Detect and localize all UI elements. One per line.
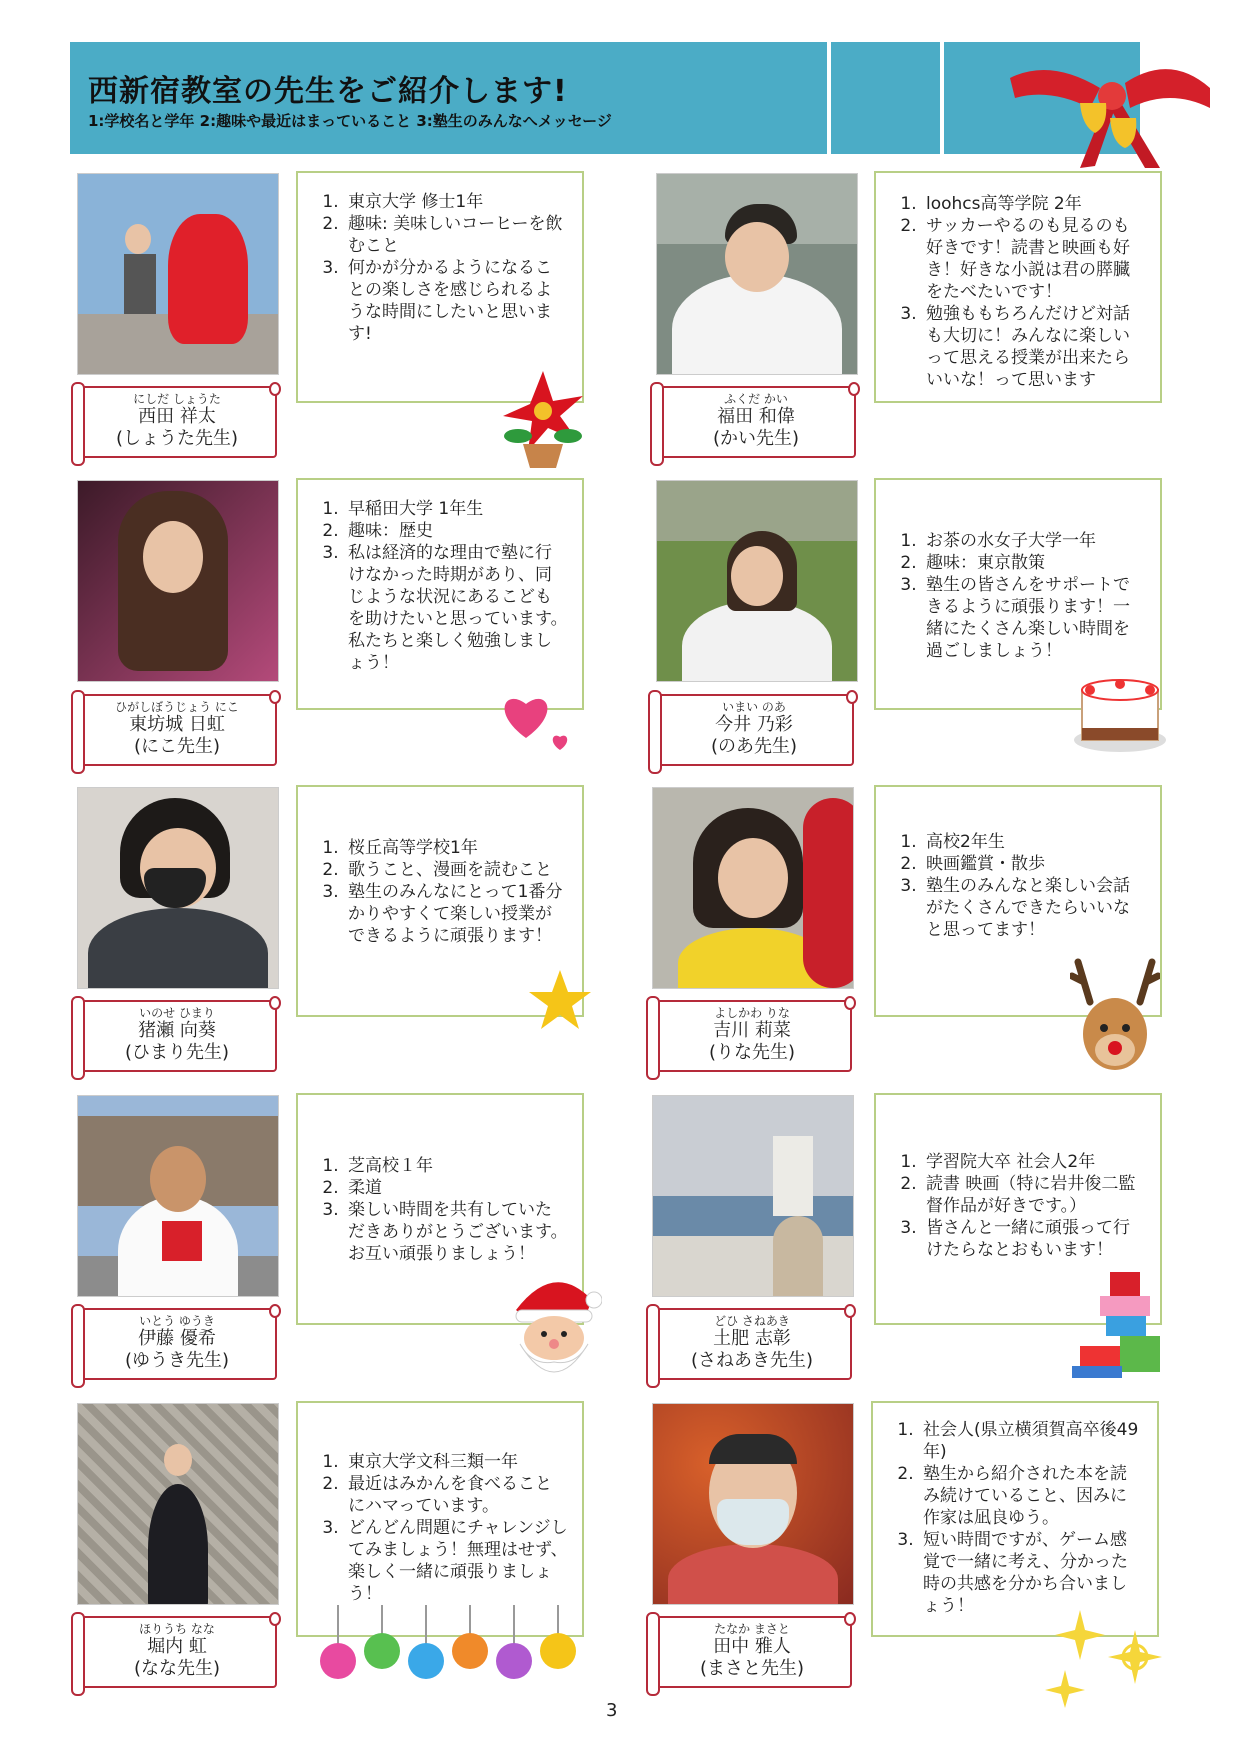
teacher-name-scroll xyxy=(77,1000,277,1072)
teacher-nickname: (のあ先生) xyxy=(710,736,798,757)
profile-school: 1. loohcs高等学院 2年 xyxy=(922,193,1146,215)
profile-message: 3. 塾生のみんなと楽しい会話がたくさんできたらいいなと思ってます！ xyxy=(922,875,1146,941)
profile-message: 3. 何かが分かるようになることの楽しさを感じられるような時間にしたいと思います! xyxy=(344,257,568,345)
teacher-name: 吉川 莉菜 xyxy=(713,1020,791,1041)
teacher-photo xyxy=(652,1095,854,1297)
teacher-name: 西田 祥太 xyxy=(138,406,216,427)
name-ruby: どひ さねあき xyxy=(714,1314,790,1328)
name-ruby: いのせ ひまり xyxy=(139,1006,215,1020)
name-ruby: よしかわ りな xyxy=(714,1006,790,1020)
name-ruby: たなか まさと xyxy=(714,1622,790,1636)
heart-icon xyxy=(498,690,574,754)
profile-message: 3. 塾生のみんなにとって1番分かりやすくて楽しい授業ができるように頑張ります！ xyxy=(344,881,568,947)
reindeer-icon xyxy=(1070,952,1160,1076)
poinsettia-icon xyxy=(498,366,588,471)
teacher-photo xyxy=(656,173,858,375)
name-ruby: ふくだ かい xyxy=(724,392,788,406)
teacher-name-scroll xyxy=(77,386,277,458)
teacher-photo xyxy=(77,1403,279,1605)
teacher-nickname: (しょうた先生) xyxy=(115,428,239,449)
teacher-nickname: (さねあき先生) xyxy=(690,1350,814,1371)
gift-boxes-icon xyxy=(1070,1262,1166,1382)
teacher-name-scroll xyxy=(77,1616,277,1688)
profile-school: 1. 早稲田大学 1年生 xyxy=(344,498,568,520)
teacher-photo xyxy=(656,480,858,682)
profile-message: 3. 私は経済的な理由で塾に行けなかった時期があり、同じような状況にあるこどもを助けたいと思っています。私たちと楽しく勉強しましょう！ xyxy=(344,542,568,674)
profile-message: 3. 皆さんと一緒に頑張って行けたらなとおもいます！ xyxy=(922,1217,1146,1261)
teacher-photo xyxy=(652,787,854,989)
teacher-photo xyxy=(652,1403,854,1605)
star-icon xyxy=(528,968,592,1032)
profile-message: 3. 楽しい時間を共有していただきありがとうございます。お互い頑張りましょう！ xyxy=(344,1199,568,1265)
profile-hobby: 2. 歌うこと、漫画を読むこと xyxy=(344,859,568,881)
profile-school: 1. 東京大学文科三類一年 xyxy=(344,1451,568,1473)
name-ruby: いとう ゆうき xyxy=(139,1314,215,1328)
teacher-name: 東坊城 日虹 xyxy=(129,714,225,735)
profile-hobby: 2. 塾生から紹介された本を読み続けていること、因みに作家は凪良ゆう。 xyxy=(919,1463,1143,1529)
profile-message: 3. 勉強ももちろんだけど対話も大切に！みんなに楽しいって思える授業が出来たらいいな！って思います xyxy=(922,303,1146,391)
header-divider xyxy=(940,42,944,154)
name-ruby: にしだ しょうた xyxy=(133,392,221,406)
teacher-photo xyxy=(77,480,279,682)
profile-school: 1. 芝高校１年 xyxy=(344,1155,568,1177)
page-header xyxy=(70,42,1140,154)
teacher-name: 福田 和偉 xyxy=(717,406,795,427)
page-title: 西新宿教室の先生をご紹介します! xyxy=(88,74,568,109)
teacher-nickname: (ひまり先生) xyxy=(124,1042,230,1063)
profile-hobby: 2. 読書 映画（特に岩井俊二監督作品が好きです。） xyxy=(922,1173,1146,1217)
teacher-name-scroll xyxy=(656,386,856,458)
profile-school: 1. 社会人(県立横須賀高卒後49年) xyxy=(919,1419,1143,1463)
profile-hobby: 2. サッカーやるのも見るのも好きです！読書と映画も好き！好きな小説は君の膵臓をたべたいです！ xyxy=(922,215,1146,303)
profile-message: 3. 塾生の皆さんをサポートできるように頑張ります！一緒にたくさん楽しい時間を過ごしましょう！ xyxy=(922,574,1146,662)
teacher-nickname: (なな先生) xyxy=(133,1658,221,1679)
profile-hobby: 2. 趣味：東京散策 xyxy=(922,552,1146,574)
teacher-name-scroll xyxy=(654,694,854,766)
teacher-photo xyxy=(77,787,279,989)
teacher-name-scroll xyxy=(652,1616,852,1688)
teacher-profile-box xyxy=(296,1401,584,1637)
page-number: 3 xyxy=(606,1700,618,1721)
teacher-name: 堀内 虹 xyxy=(147,1636,207,1657)
teacher-photo xyxy=(77,173,279,375)
ornament-balls-icon xyxy=(316,1605,586,1685)
ribbon-bow-icon xyxy=(1010,48,1210,168)
header-divider xyxy=(827,42,831,154)
profile-hobby: 2. 映画鑑賞・散歩 xyxy=(922,853,1146,875)
name-ruby: ひがしぼうじょう にこ xyxy=(115,700,239,714)
teacher-photo xyxy=(77,1095,279,1297)
teacher-name: 今井 乃彩 xyxy=(715,714,793,735)
teacher-nickname: (ゆうき先生) xyxy=(124,1350,230,1371)
profile-school: 1. 桜丘高等学校1年 xyxy=(344,837,568,859)
teacher-profile-box xyxy=(874,171,1162,403)
profile-hobby: 2. 柔道 xyxy=(344,1177,568,1199)
santa-icon xyxy=(506,1270,602,1386)
teacher-name-scroll xyxy=(652,1000,852,1072)
teacher-name: 土肥 志彰 xyxy=(713,1328,791,1349)
profile-school: 1. 東京大学 修士1年 xyxy=(344,191,568,213)
teacher-nickname: (かい先生) xyxy=(712,428,800,449)
teacher-nickname: (りな先生) xyxy=(708,1042,796,1063)
profile-hobby: 2. 最近はみかんを食べることにハマっています。 xyxy=(344,1473,568,1517)
sparkle-icon xyxy=(1040,1600,1170,1710)
profile-hobby: 2. 趣味：歴史 xyxy=(344,520,568,542)
teacher-nickname: (にこ先生) xyxy=(133,736,221,757)
profile-message: 3. 短い時間ですが、ゲーム感覚で一緒に考え、分かった時の共感を分かち合いましょう！ xyxy=(919,1529,1143,1617)
profile-school: 1. 学習院大卒 社会人2年 xyxy=(922,1151,1146,1173)
christmas-cake-icon xyxy=(1070,660,1170,756)
teacher-name: 田中 雅人 xyxy=(713,1636,791,1657)
profile-message: 3. どんどん問題にチャレンジしてみましょう！無理はせず、楽しく一緒に頑張りましょう！ xyxy=(344,1517,568,1605)
name-ruby: ほりうち なな xyxy=(139,1622,215,1636)
page-subtitle: 1:学校名と学年 2:趣味や最近はまっていること 3:塾生のみんなへメッセージ xyxy=(88,112,612,130)
profile-school: 1. お茶の水女子大学一年 xyxy=(922,530,1146,552)
name-ruby: いまい のあ xyxy=(722,700,786,714)
profile-hobby: 2. 趣味: 美味しいコーヒーを飲むこと xyxy=(344,213,568,257)
teacher-nickname: (まさと先生) xyxy=(699,1658,805,1679)
teacher-name-scroll xyxy=(77,1308,277,1380)
teacher-name-scroll xyxy=(77,694,277,766)
teacher-name: 伊藤 優希 xyxy=(138,1328,216,1349)
profile-school: 1. 高校2年生 xyxy=(922,831,1146,853)
teacher-name: 猪瀬 向葵 xyxy=(138,1020,216,1041)
teacher-profile-box xyxy=(296,478,584,710)
teacher-name-scroll xyxy=(652,1308,852,1380)
